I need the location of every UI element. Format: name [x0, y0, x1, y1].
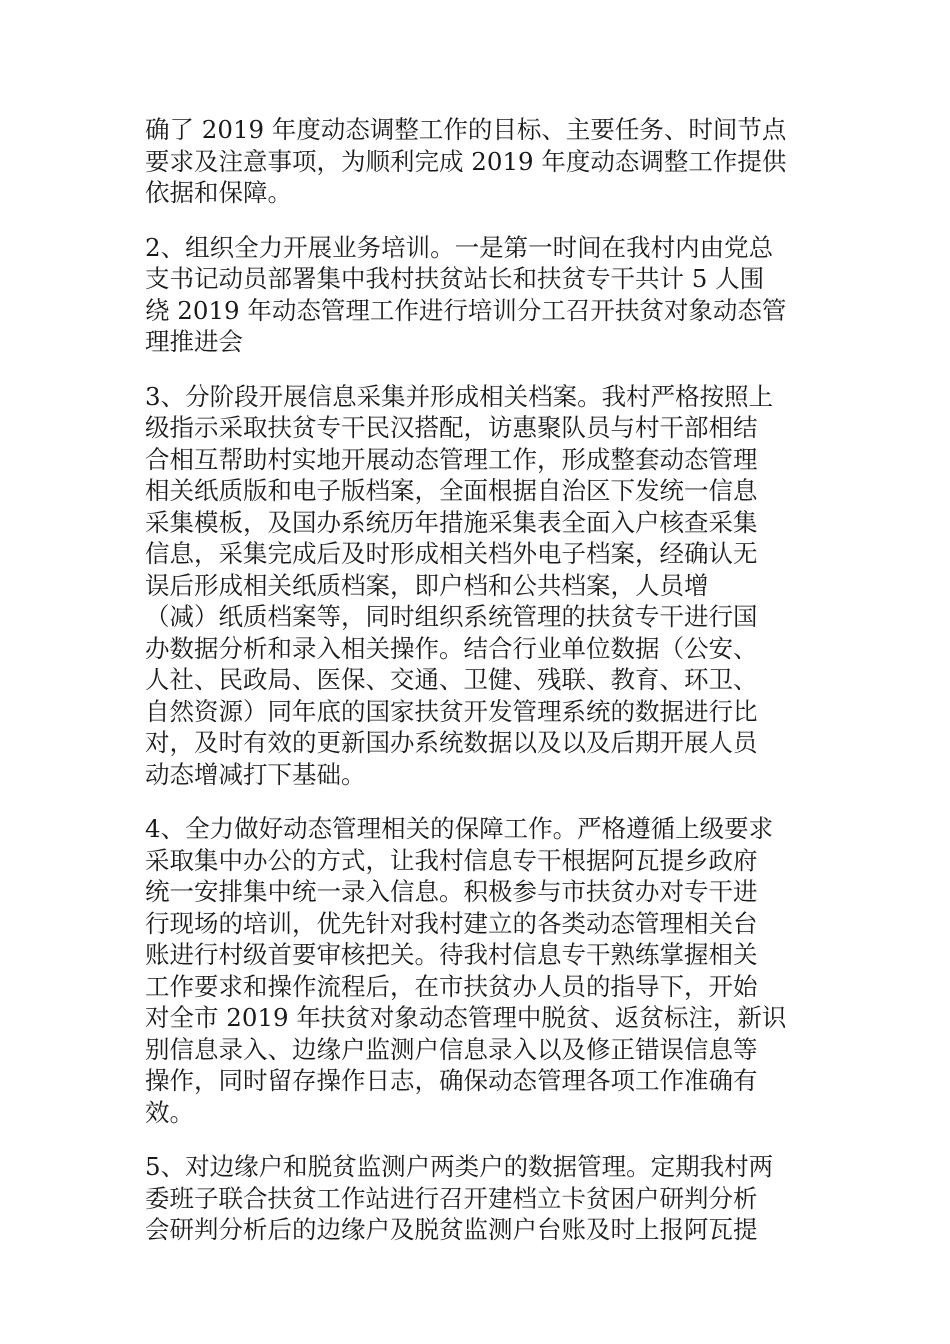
text-line: 支书记动员部署集中我村扶贫站长和扶贫专干共计 5 人围 — [145, 264, 765, 293]
paragraph-3 — [145, 381, 805, 791]
text-line: 信息，采集完成后及时形成相关档外电子档案，经确认无 — [145, 539, 758, 568]
document-body — [145, 114, 805, 1269]
text-line: 5、对边缘户和脱贫监测户两类户的数据管理。定期我村两 — [145, 1152, 774, 1181]
text-line: 3、分阶段开展信息采集并形成相关档案。我村严格按照上 — [145, 381, 774, 411]
text-line: 2、组织全力开展业务培训。一是第一时间在我村内由党总 — [145, 232, 774, 262]
text-line: 相关纸质版和电子版档案，全面根据自治区下发统一信息 — [145, 476, 758, 505]
text-line: 行现场的培训，优先针对我村建立的各类动态管理相关台 — [145, 908, 758, 938]
paragraph-5 — [145, 1151, 805, 1246]
paragraph-2 — [145, 232, 805, 358]
paragraph-4 — [145, 813, 805, 1128]
text-line: 效。 — [145, 1097, 194, 1127]
text-line: 确了 2019 年度动态调整工作的目标、主要任务、时间节点 — [145, 115, 787, 144]
text-line: 合相互帮助村实地开展动态管理工作，形成整套动态管理 — [145, 444, 758, 474]
text-line: 统一安排集中统一录入信息。积极参与市扶贫办对专干进 — [145, 877, 758, 906]
text-line: 对，及时有效的更新国办系统数据以及以及后期开展人员 — [145, 728, 758, 757]
text-line: 操作，同时留存操作日志，确保动态管理各项工作准确有 — [145, 1066, 758, 1095]
text-line: 委班子联合扶贫工作站进行召开建档立卡贫困户研判分析 — [145, 1183, 758, 1213]
text-line: 要求及注意事项，为顺利完成 2019 年度动态调整工作提供 — [145, 146, 787, 176]
text-line: 办数据分析和录入相关操作。结合行业单位数据（公安、 — [145, 633, 758, 663]
text-line: 依据和保障。 — [145, 178, 292, 207]
text-line: 误后形成相关纸质档案，即户档和公共档案，人员增 — [145, 570, 709, 600]
text-line: 动态增减打下基础。 — [145, 759, 366, 789]
text-line: 级指示采取扶贫专干民汉搭配，访惠聚队员与村干部相结 — [145, 413, 758, 442]
text-line: 账进行村级首要审核把关。待我村信息专干熟练掌握相关 — [145, 940, 758, 969]
text-line: 对全市 2019 年扶贫对象动态管理中脱贫、返贫标注，新识 — [145, 1003, 787, 1032]
text-line: （减）纸质档案等，同时组织系统管理的扶贫专干进行国 — [145, 602, 758, 631]
text-line: 会研判分析后的边缘户及脱贫监测户台账及时上报阿瓦提 — [145, 1215, 758, 1244]
text-line: 别信息录入、边缘户监测户信息录入以及修正错误信息等 — [145, 1034, 758, 1064]
text-line: 人社、民政局、医保、交通、卫健、残联、教育、环卫、 — [145, 665, 758, 694]
text-line: 绕 2019 年动态管理工作进行培训分工召开扶贫对象动态管 — [145, 295, 787, 325]
text-line: 采取集中办公的方式，让我村信息专干根据阿瓦提乡政府 — [145, 845, 758, 875]
text-line: 采集模板，及国办系统历年措施采集表全面入户核查采集 — [145, 507, 758, 537]
text-line: 自然资源）同年底的国家扶贫开发管理系统的数据进行比 — [145, 696, 758, 726]
text-line: 4、全力做好动态管理相关的保障工作。严格遵循上级要求 — [145, 814, 774, 843]
text-line: 理推进会 — [145, 327, 243, 356]
text-line: 工作要求和操作流程后，在市扶贫办人员的指导下，开始 — [145, 971, 758, 1001]
paragraph-1 — [145, 114, 805, 209]
